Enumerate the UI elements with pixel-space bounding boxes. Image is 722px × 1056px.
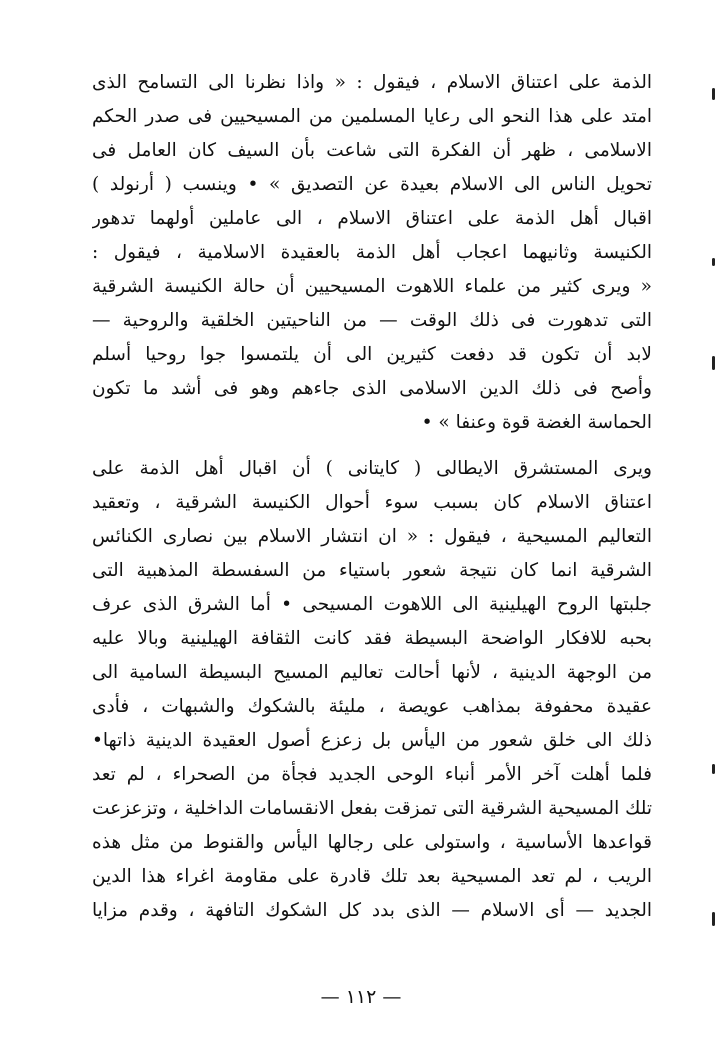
paragraph-1-line: وأصح فى ذلك الدين الاسلامى الذى جاءهم وهو فى أشد ما تكون (92, 378, 652, 399)
paragraph-1-line: الكنيسة وثانيهما اعجاب أهل الذمة بالعقيدة الاسلامية ، فيقول : (92, 242, 652, 263)
paragraph-1-line: الاسلامى ، ظهر أن الفكرة التى شاعت بأن السيف كان العامل فى (92, 140, 652, 161)
paragraph-2-line: فلما أهلت آخر الأمر أنباء الوحى الجديد فجأة من الصحراء ، لم تعد (92, 764, 652, 785)
paragraph-1 (92, 66, 652, 440)
scan-edge-mark (712, 764, 715, 774)
paragraph-2-line: ذلك الى خلق شعور من اليأس بل زعزع أصول العقيدة الدينية ذاتها• (92, 730, 652, 751)
scan-edge-mark (712, 356, 715, 370)
paragraph-2-line: التعاليم المسيحية ، فيقول : « ان انتشار الاسلام بين نصارى الكنائس (92, 526, 652, 547)
scan-edge-mark (712, 88, 715, 100)
paragraph-1-line: تحويل الناس الى الاسلام بعيدة عن التصديق » • وينسب ( أرنولد ) (92, 174, 652, 195)
paragraph-2-line: بحبه للافكار الواضحة البسيطة فقد كانت الثقافة الهيلينية وبالا عليه (92, 628, 652, 649)
scan-edge-mark (712, 258, 715, 266)
paragraph-2-line: تلك المسيحية الشرقية التى تمزقت بفعل الانقسامات الداخلية ، وتزعزعت (92, 798, 652, 819)
paragraph-1-line: اقبال أهل الذمة على اعتناق الاسلام ، الى عاملين أولهما تدهور (92, 208, 652, 229)
paragraph-2-line: الريب ، لم تعد المسيحية بعد تلك قادرة على مقاومة اغراء هذا الدين (92, 866, 652, 887)
paragraph-1-line: الذمة على اعتناق الاسلام ، فيقول : « واذا نظرنا الى التسامح الذى (92, 72, 652, 93)
paragraph-2-line: الجديد — أى الاسلام — الذى بدد كل الشكوك التافهة ، وقدم مزايا (92, 900, 652, 921)
paragraph-1-line: « ويرى كثير من علماء اللاهوت المسيحيين أن حالة الكنيسة الشرقية (92, 276, 652, 297)
paragraph-2-line: ويرى المستشرق الايطالى ( كايتانى ) أن اقبال أهل الذمة على (92, 458, 652, 479)
scan-edge-mark (712, 912, 715, 926)
paragraph-2-line: عقيدة محفوفة بمذاهب عويصة ، مليئة بالشكوك والشبهات ، فأدى (92, 696, 652, 717)
page-number: — ١١٢ — (320, 986, 402, 1008)
paragraph-2-line: الشرقية انما كان نتيجة شعور باستياء من السفسطة المذهبية التى (92, 560, 652, 581)
paragraph-1-line: التى تدهورت فى ذلك الوقت — من الناحيتين الخلقية والروحية — (92, 310, 652, 331)
paragraph-2-line: من الوجهة الدينية ، لأنها أحالت تعاليم المسيح البسيطة السامية الى (92, 662, 652, 683)
paragraph-2-line: جلبتها الروح الهيلينية الى اللاهوت المسيحى • أما الشرق الذى عرف (92, 594, 652, 615)
paragraph-1-line: الحماسة الغضة قوة وعنفا » • (421, 412, 652, 433)
paragraph-1-line: امتد على هذا النحو الى رعايا المسلمين من المسيحيين فى صدر الحكم (92, 106, 652, 127)
paragraph-1-line: لابد أن تكون قد دفعت كثيرين الى أن يلتمسوا جوا روحيا أسلم (92, 344, 652, 365)
paragraph-2-line: قواعدها الأساسية ، واستولى على رجالها اليأس والقنوط من مثل هذه (92, 832, 652, 853)
paragraph-2 (92, 452, 652, 928)
paragraph-2-line: اعتناق الاسلام كان بسبب سوء أحوال الكنيسة الشرقية ، وتعقيد (92, 492, 652, 513)
